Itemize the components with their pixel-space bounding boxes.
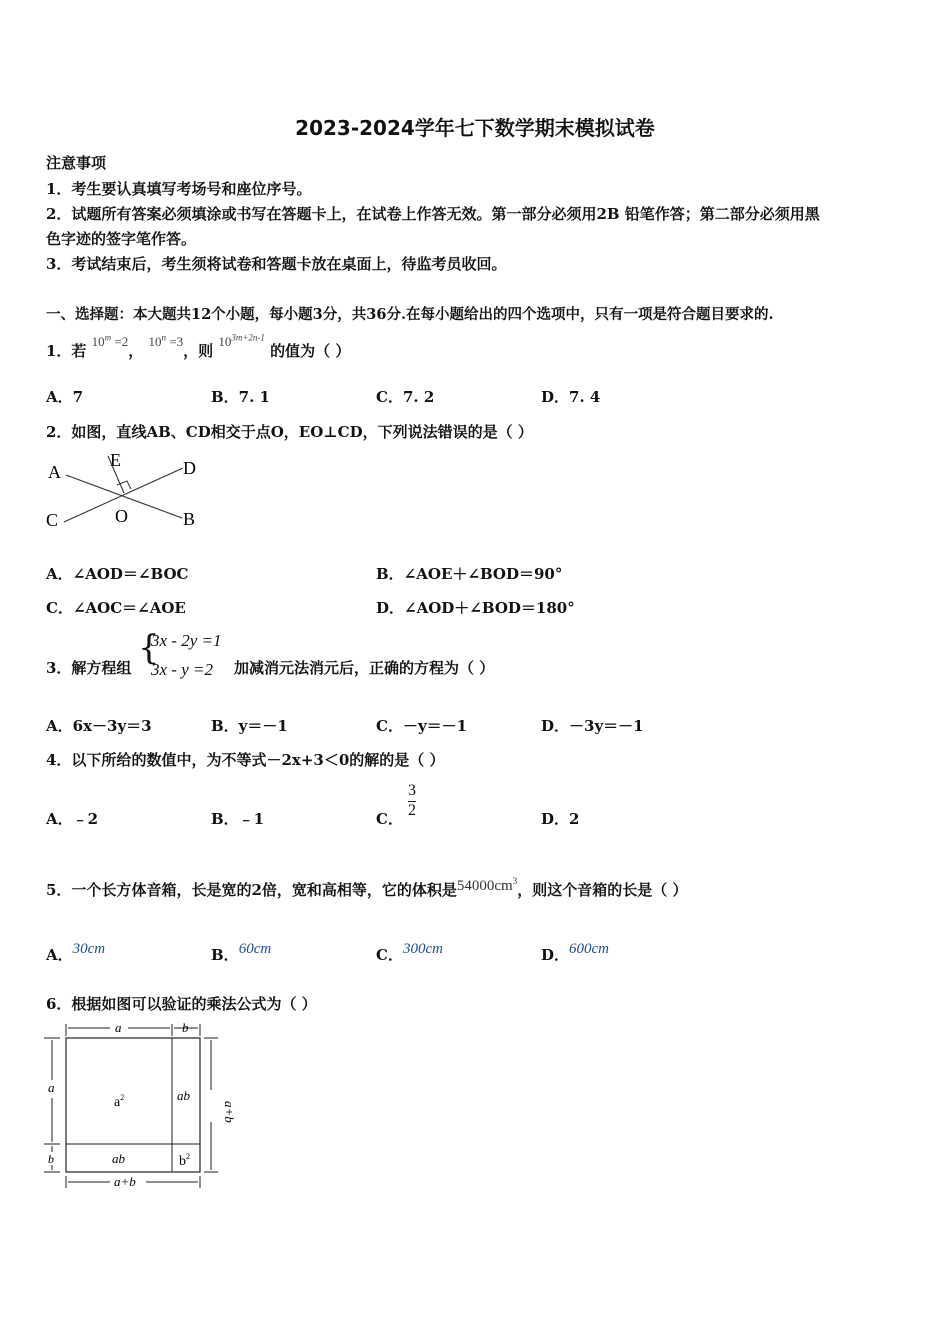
label-b: B [183, 509, 196, 529]
notice-item-2-cont: 色字迹的签字笔作答。 [46, 230, 197, 248]
fraction-denominator: 2 [408, 802, 416, 819]
notice-item-2: 2．试题所有答案必须填涂或书写在答题卡上，在试卷上作答无效。第一部分必须用2B 铅笔作答；第二部分必须用黑 [46, 205, 820, 223]
q5-option-c [376, 941, 443, 965]
label-o: O [115, 506, 128, 526]
q5-option-a [46, 941, 106, 965]
q3-prefix: 3．解方程组 [46, 659, 132, 677]
q1-expr1 [92, 334, 129, 349]
q1-prefix: 1．若 [46, 342, 87, 360]
q3-option-a: A．6x－3y＝3 [46, 717, 152, 735]
q1-option-b: B．7. 1 [211, 388, 270, 406]
q1-sep: ， [128, 342, 144, 360]
q4-option-c: C． [376, 810, 403, 828]
notice-heading: 注意事项 [46, 154, 107, 172]
q4-option-b: B．﹣1 [211, 810, 265, 828]
q3-brace: { [138, 628, 160, 668]
q1-expr3-base: 10 [218, 334, 232, 349]
label-e: E [110, 450, 121, 470]
question-6: 6．根据如图可以验证的乘法公式为（ ） [46, 995, 317, 1013]
q5-option-d [541, 941, 610, 965]
q1-suffix: 的值为（ ） [270, 342, 351, 360]
cell-ab-bottom: ab [112, 1151, 125, 1166]
q5-option-a-value: 30cm [72, 941, 106, 957]
cell-b2 [179, 1152, 190, 1169]
q1-expr1-exp: m [104, 332, 112, 343]
cell-b2-base: b [179, 1154, 186, 1169]
q3-option-b: B．y＝－1 [211, 717, 288, 735]
top-a-label: a [115, 1020, 122, 1035]
q1-expr1-base: 10 [91, 334, 105, 349]
q1-mid: ，则 [183, 342, 214, 360]
q1-expr2-exp: n [161, 332, 167, 343]
notice-item-3: 3．考试结束后，考生须将试卷和答题卡放在桌面上，待监考员收回。 [46, 255, 507, 273]
section-heading: 一、选择题：本大题共12个小题，每小题3分，共36分.在每小题给出的四个选项中，只有一项是符合题目要求的. [46, 306, 774, 323]
q5-option-c-letter: C． [376, 946, 403, 964]
question-4: 4．以下所给的数值中，为不等式－2x+3＜0的解的是（ ） [46, 751, 445, 769]
right-label: a+b [222, 1101, 237, 1123]
q2-option-a: A．∠AOD＝∠BOC [46, 565, 189, 583]
q5-option-d-letter: D． [541, 946, 570, 964]
q1-option-c: C．7. 2 [376, 388, 435, 406]
q5-volume [457, 878, 517, 894]
q4-option-c-fraction [408, 782, 416, 820]
label-c: C [46, 510, 59, 530]
q5-volume-value: 54000cm [456, 878, 513, 894]
cell-b2-exp: 2 [186, 1152, 190, 1161]
q5-option-b [211, 941, 272, 965]
q1-expr3-exp: 3m+2n-1 [231, 332, 265, 343]
q2-figure [44, 448, 214, 533]
cell-a2 [114, 1093, 124, 1110]
q2-option-b: B．∠AOE＋∠BOD＝90° [376, 565, 563, 583]
outer-square [66, 1038, 200, 1172]
notice-item-1: 1．考生要认真填写考场号和座位序号。 [46, 180, 312, 198]
q2-option-d: D．∠AOD＋∠BOD＝180° [376, 599, 575, 617]
page-title: 2023-2024学年七下数学期末模拟试卷 [295, 116, 655, 140]
left-b-label: b [48, 1152, 54, 1166]
q3-option-d: D．－3y＝－1 [541, 717, 644, 735]
left-a-label: a [48, 1080, 55, 1095]
q3-suffix: 加减消元法消元后，正确的方程为（ ） [234, 659, 495, 677]
q1-expr3 [218, 334, 265, 349]
q5-volume-exp: 3 [512, 876, 518, 886]
top-b-label: b [182, 1020, 189, 1035]
cell-ab-right: ab [177, 1088, 190, 1103]
q1-expr2-rhs: =3 [166, 334, 184, 349]
cell-a2-exp: 2 [120, 1093, 125, 1102]
q5-option-b-letter: B． [211, 946, 239, 964]
q1-option-a: A．7 [46, 388, 84, 406]
q3-option-c: C．－y＝－1 [376, 717, 468, 735]
q3-eq2: 3x - y =2 [151, 660, 213, 679]
q5-option-c-value: 300cm [402, 941, 443, 957]
q1-expr1-rhs: =2 [111, 334, 129, 349]
cell-a2-base: a [114, 1095, 121, 1110]
q3-eq1: 3x - 2y =1 [151, 631, 222, 650]
label-a: A [48, 462, 61, 482]
q2-option-c: C．∠AOC＝∠AOE [46, 599, 186, 617]
q1-expr2-base: 10 [148, 334, 162, 349]
q5-option-d-value: 600cm [569, 941, 610, 957]
q6-figure [40, 1018, 237, 1193]
fraction-numerator: 3 [408, 782, 416, 799]
question-2: 2．如图，直线AB、CD相交于点O，EO⊥CD，下列说法错误的是（ ） [46, 423, 533, 441]
q5-option-b-value: 60cm [238, 941, 272, 957]
q1-expr2 [149, 334, 184, 349]
q5-suffix: ，则这个音箱的长是（ ） [517, 881, 688, 899]
q1-option-d: D．7. 4 [541, 388, 601, 406]
q4-option-d: D．2 [541, 810, 580, 828]
q5-option-a-letter: A． [46, 946, 73, 964]
label-d: D [183, 458, 196, 478]
question-5 [46, 876, 688, 900]
bottom-label: a+b [114, 1174, 136, 1189]
q5-prefix: 5．一个长方体音箱，长是宽的2倍，宽和高相等，它的体积是 [46, 881, 457, 899]
question-1 [46, 332, 351, 361]
q4-option-a: A．﹣2 [46, 810, 99, 828]
